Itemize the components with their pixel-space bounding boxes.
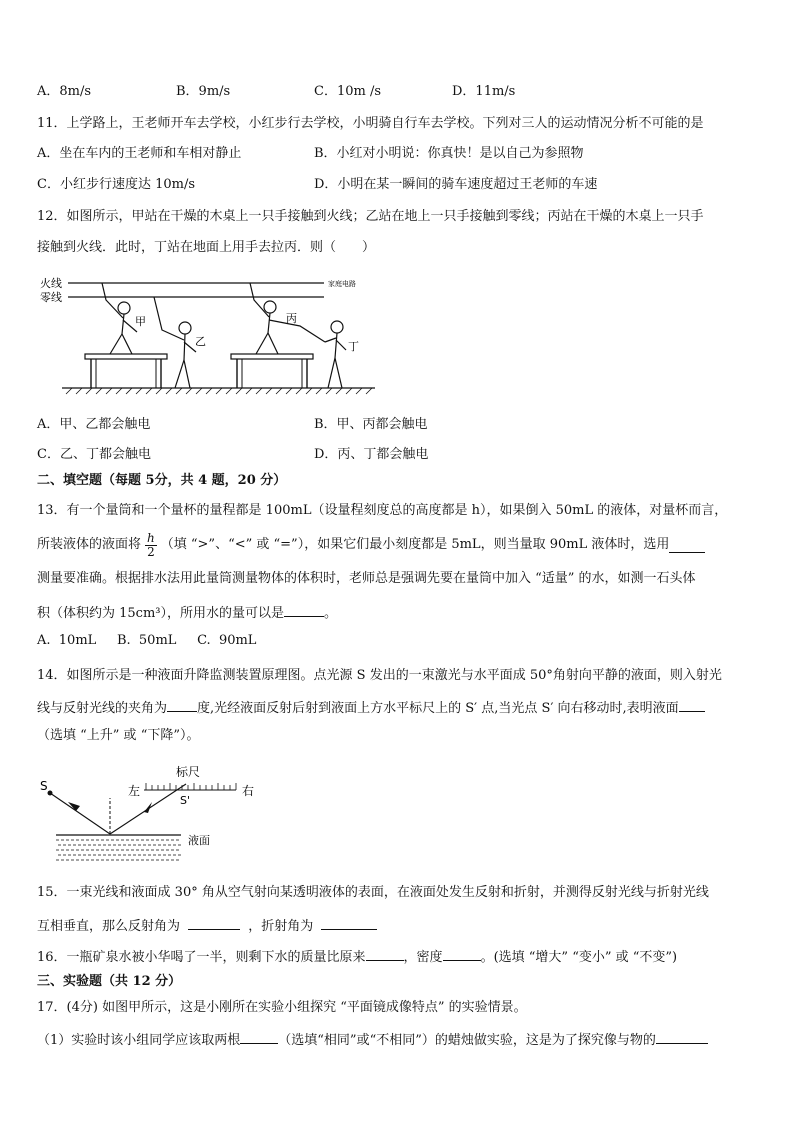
q16-blank-2[interactable] xyxy=(443,946,481,961)
q13-fraction xyxy=(145,532,157,559)
q16-line-c: 。(选填 “增大” “变小” 或 “不变”) xyxy=(480,950,678,965)
q12-option-a: A．甲、乙都会触电 xyxy=(37,417,151,432)
q11-option-d: D．小明在某一瞬间的骑车速度超过王老师的车速 xyxy=(314,177,598,192)
q12-stem-line2: 接触到火线．此时，丁站在地面上用手去拉丙．则（ ） xyxy=(37,240,376,255)
q13-line2-a: 所装液体的液面将 xyxy=(37,537,142,552)
ruler-left-label: 左 xyxy=(128,784,141,798)
q16-blank-1[interactable] xyxy=(366,946,404,961)
q14-line2-b: 度,光经液面反射后射到液面上方水平标尺上的 S′ 点,当光点 S′ 向右移动时,表明液面 xyxy=(197,701,679,716)
q10-option-d: D．11m/s xyxy=(452,84,516,99)
q17-sub1-b: （选填“相同”或“不相同”）的蜡烛做实验，这是为了探究像与物的 xyxy=(278,1033,656,1048)
person-yi-label: 乙 xyxy=(195,335,206,348)
light-source-label: S xyxy=(40,779,48,793)
q13-fraction-denominator: 2 xyxy=(147,544,155,559)
q12-stem-line1: 12．如图所示，甲站在干燥的木桌上一只手接触到火线；乙站在地上一只手接触到零线；丙站在干燥的木桌上一只手 xyxy=(37,209,704,224)
q16-line-b: ，密度 xyxy=(403,950,443,965)
incident-ray xyxy=(50,793,110,834)
q12-option-b: B．甲、丙都会触电 xyxy=(314,417,428,432)
q12-option-c: C．乙、丁都会触电 xyxy=(37,447,151,462)
q10-option-a: A．8m/s xyxy=(37,84,92,99)
q14-line3: （选填 “上升” 或 “下降”）。 xyxy=(37,728,200,743)
spot-label: S' xyxy=(180,794,191,807)
q13-line1: 13．有一个量筒和一个量杯的量程都是 100mL（设量程刻度总的高度都是 h），如果倒入 50mL 的液体，对量杯而言， xyxy=(37,503,728,518)
q15-line2-a: 互相垂直，那么反射角为 xyxy=(37,919,181,934)
section3-title: 三、实验题（共 12 分） xyxy=(37,974,182,989)
q16-line-a: 16．一瓶矿泉水被小华喝了一半，则剩下水的质量比原来 xyxy=(37,950,366,965)
person-bing-label: 丙 xyxy=(286,312,297,325)
q11-option-c: C．小红步行速度达 10m/s xyxy=(37,177,195,192)
q13-options: A. 10mL B. 50mL C. 90mL xyxy=(37,633,257,648)
q14-blank-1[interactable] xyxy=(167,697,197,712)
q13-line4-a: 积（体积约为 15cm³），所用水的量可以是 xyxy=(37,606,284,621)
q12-option-d: D．丙、丁都会触电 xyxy=(314,447,429,462)
wooden-table-1 xyxy=(85,354,167,388)
section2-title: 二、填空题（每题 5分，共 4 题，20 分） xyxy=(37,473,287,488)
q13-blank-2[interactable] xyxy=(669,538,705,553)
ruler-ticks xyxy=(146,783,236,790)
person-jia-label: 甲 xyxy=(135,315,146,328)
circuit-label: 家庭电路 xyxy=(328,280,356,288)
person-ding-label: 丁 xyxy=(348,340,359,353)
ruler-right-label: 右 xyxy=(242,784,255,798)
ground-hatch xyxy=(66,388,372,394)
q11-option-b: B．小红对小明说：你真快！是以自己为参照物 xyxy=(314,146,584,161)
neutral-wire-label: 零线 xyxy=(40,291,62,304)
q14-blank-2[interactable] xyxy=(679,697,705,712)
person-ding-figure xyxy=(325,321,346,388)
live-wire-label: 火线 xyxy=(40,277,62,290)
q15-line2 xyxy=(37,915,377,936)
q17-sub1-a: （1）实验时该小组同学应该取两根 xyxy=(37,1033,241,1048)
q14-liquid-level-figure xyxy=(36,762,276,862)
wooden-table-2 xyxy=(231,354,313,388)
q13-line3: 测量要准确。根据排水法用此量筒测量物体的体积时，老师总是强调先要在量筒中加入 “适量” 的水，如测一石头体 xyxy=(37,571,696,586)
q15-line2-b: ，折射角为 xyxy=(248,919,314,934)
q14-line1: 14．如图所示是一种液面升降监测装置原理图。点光源 S 发出的一束激光与水平面成 50°角射向平静的液面，则入射光 xyxy=(37,668,722,683)
liquid-label: 液面 xyxy=(188,834,210,847)
q13-line2 xyxy=(37,530,705,560)
q15-blank-2[interactable] xyxy=(321,915,377,930)
q17-blank-1[interactable] xyxy=(240,1029,278,1044)
q14-line2 xyxy=(37,697,705,718)
q11-stem: 11．上学路上，王老师开车去学校，小红步行去学校，小明骑自行车去学校。下列对三人的运动情况分析不可能的是 xyxy=(37,116,704,131)
q12-circuit-figure xyxy=(40,270,380,395)
q13-blank-3[interactable] xyxy=(284,602,324,617)
q17-blank-2[interactable] xyxy=(656,1029,708,1044)
q17-sub1 xyxy=(37,1029,708,1050)
q11-option-a: A．坐在车内的王老师和车相对静止 xyxy=(37,146,242,161)
ruler-label: 标尺 xyxy=(176,765,201,779)
q10-option-c: C．10m /s xyxy=(314,84,381,99)
q13-line4 xyxy=(37,602,337,623)
person-jia-figure xyxy=(102,283,137,354)
q15-blank-1[interactable] xyxy=(188,915,240,930)
q17-stem: 17．(4分) 如图甲所示，这是小刚所在实验小组探究 “平面镜成像特点” 的实验情景。 xyxy=(37,1000,527,1015)
liquid-body xyxy=(56,840,181,860)
q15-line1: 15．一束光线和液面成 30° 角从空气射向某透明液体的表面，在液面处发生反射和折射，并测得反射光线与折射光线 xyxy=(37,885,709,900)
q10-option-b: B．9m/s xyxy=(176,84,231,99)
q13-line2-b: （填 “>”、“<” 或 “=”），如果它们最小刻度都是 5mL，则当量取 90mL 液体时，选用 xyxy=(160,537,670,552)
q13-fraction-numerator: h xyxy=(147,530,155,545)
q16-line xyxy=(37,946,677,967)
q13-line4-b: 。 xyxy=(324,606,338,621)
q14-line2-a: 线与反射光线的夹角为 xyxy=(37,701,168,716)
